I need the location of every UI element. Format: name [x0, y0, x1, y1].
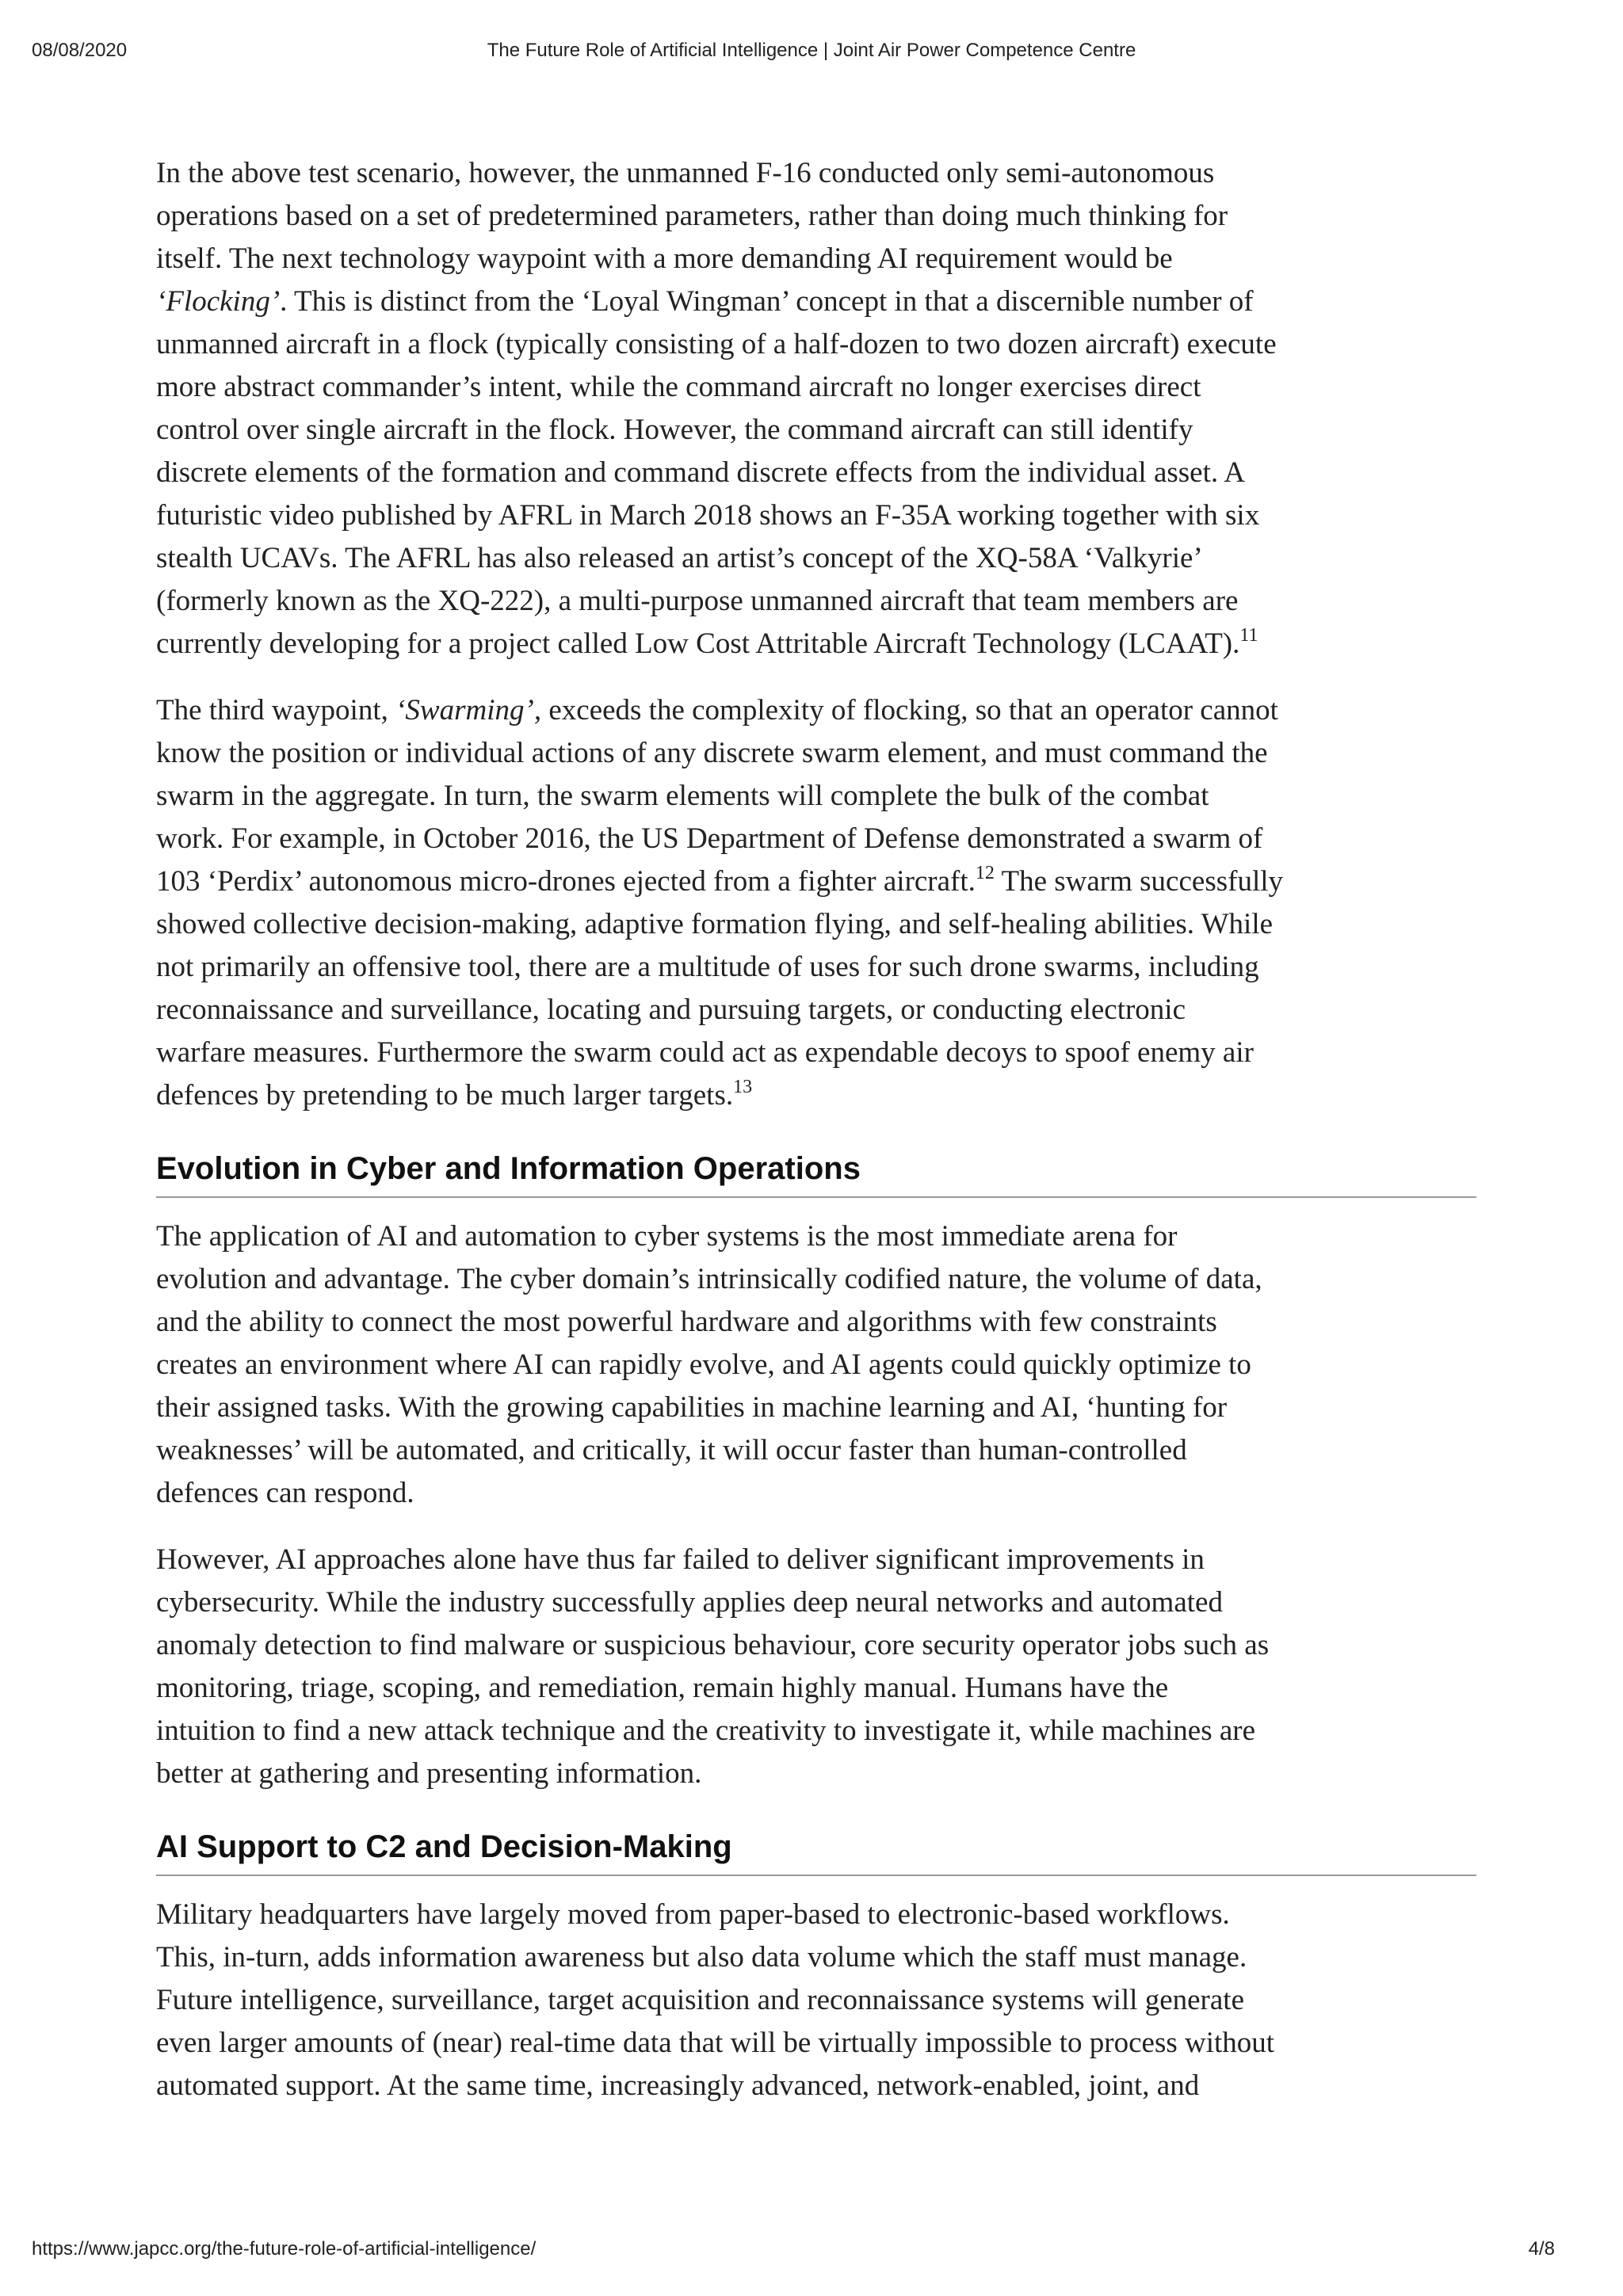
text-line: Future intelligence, surveillance, target acquisition and reconnaissance systems will generate [156, 1984, 1244, 2016]
article-body [156, 152, 1476, 2131]
text-line: their assigned tasks. With the growing capabilities in machine learning and AI, ‘hunting for [156, 1391, 1228, 1424]
text-line: This, in-turn, adds information awareness but also data volume which the staff must manage. [156, 1941, 1247, 1974]
section-heading-cyber: Evolution in Cyber and Information Operations [156, 1149, 1476, 1198]
text-line: not primarily an offensive tool, there are a multitude of uses for such drone swarms, including [156, 951, 1259, 983]
text-line: defences can respond. [156, 1477, 414, 1509]
text-line [156, 280, 1476, 323]
paragraph-flocking [156, 152, 1476, 666]
paragraph-c2 [156, 1894, 1476, 2107]
text-line: warfare measures. Furthermore the swarm could act as expendable decoys to spoof enemy air [156, 1036, 1254, 1069]
text-fragment: defences by pretending to be much larger targets. [156, 1079, 734, 1112]
text-line: anomaly detection to find malware or suspicious behaviour, core security operator jobs such as [156, 1629, 1270, 1661]
print-page-title: The Future Role of Artificial Intelligence | Joint Air Power Competence Centre [487, 40, 1136, 61]
text-line: weaknesses’ will be automated, and critically, it will occur faster than human-controlled [156, 1434, 1187, 1466]
text-line: better at gathering and presenting information. [156, 1757, 702, 1790]
text-line: cybersecurity. While the industry successfully applies deep neural networks and automated [156, 1586, 1223, 1619]
text-fragment: currently developing for a project called Low Cost Attritable Aircraft Technology (LCAAT). [156, 627, 1240, 660]
text-line: and the ability to connect the most powerful hardware and algorithms with few constraints [156, 1306, 1217, 1338]
text-line: discrete elements of the formation and command discrete effects from the individual asset. A [156, 456, 1246, 489]
footnote-ref-11[interactable]: 11 [1239, 625, 1258, 646]
text-line: reconnaissance and surveillance, locating and pursuing targets, or conducting electronic [156, 994, 1186, 1026]
term-swarming: ‘Swarming’, [395, 694, 542, 727]
text-line: stealth UCAVs. The AFRL has also released an artist’s concept of the XQ-58A ‘Valkyrie’ [156, 542, 1203, 574]
text-line: evolution and advantage. The cyber domain’s intrinsically codified nature, the volume of data, [156, 1263, 1262, 1295]
text-fragment: . This is distinct from the ‘Loyal Wingman’ concept in that a discernible number of [280, 285, 1254, 318]
print-date: 08/08/2020 [32, 40, 128, 61]
text-line: operations based on a set of predetermined parameters, rather than doing much thinking for [156, 200, 1228, 232]
footnote-ref-12[interactable]: 12 [975, 863, 995, 883]
text-fragment: exceeds the complexity of flocking, so that an operator cannot [541, 694, 1278, 727]
paragraph-swarming [156, 689, 1476, 1117]
text-fragment: The third waypoint, [156, 694, 396, 727]
text-line [156, 623, 1476, 666]
text-line: know the position or individual actions of any discrete swarm element, and must command the [156, 737, 1268, 769]
text-line [156, 860, 1476, 903]
text-line: swarm in the aggregate. In turn, the swarm elements will complete the bulk of the combat [156, 780, 1209, 812]
text-line: However, AI approaches alone have thus far failed to deliver significant improvements in [156, 1543, 1205, 1576]
term-flocking: ‘Flocking’ [156, 285, 281, 318]
paragraph-cyber-evolution [156, 1215, 1476, 1515]
text-line: itself. The next technology waypoint with a more demanding AI requirement would be [156, 242, 1173, 275]
text-line: Military headquarters have largely moved from paper-based to electronic-based workflows. [156, 1898, 1230, 1931]
text-fragment: The swarm successfully [994, 865, 1283, 898]
section-heading-c2: AI Support to C2 and Decision-Making [156, 1827, 1476, 1876]
text-line: more abstract commander’s intent, while the command aircraft no longer exercises direct [156, 371, 1201, 403]
text-line: unmanned aircraft in a flock (typically consisting of a half-dozen to two dozen aircraft) execute [156, 328, 1277, 360]
text-line: The application of AI and automation to cyber systems is the most immediate arena for [156, 1220, 1178, 1253]
text-line [156, 1074, 1476, 1117]
text-line: intuition to find a new attack technique and the creativity to investigate it, while machines are [156, 1714, 1256, 1747]
footnote-ref-13[interactable]: 13 [733, 1077, 753, 1097]
text-line: work. For example, in October 2016, the US Department of Defense demonstrated a swarm of [156, 822, 1263, 855]
text-fragment: 103 ‘Perdix’ autonomous micro-drones ejected from a fighter aircraft. [156, 865, 976, 898]
page-number: 4/8 [1528, 2238, 1555, 2260]
print-url: https://www.japcc.org/the-future-role-of-artificial-intelligence/ [32, 2238, 537, 2260]
text-line [156, 689, 1476, 732]
text-line: (formerly known as the XQ-222), a multi-purpose unmanned aircraft that team members are [156, 585, 1239, 617]
text-line: creates an environment where AI can rapidly evolve, and AI agents could quickly optimize to [156, 1348, 1251, 1381]
text-line: automated support. At the same time, increasingly advanced, network-enabled, joint, and [156, 2069, 1200, 2102]
paragraph-cybersecurity [156, 1539, 1476, 1795]
text-line: In the above test scenario, however, the unmanned F-16 conducted only semi-autonomous [156, 157, 1215, 189]
text-line: futuristic video published by AFRL in March 2018 shows an F-35A working together with six [156, 499, 1260, 532]
text-line: control over single aircraft in the flock. However, the command aircraft can still identify [156, 414, 1193, 446]
text-line: even larger amounts of (near) real-time data that will be virtually impossible to process without [156, 2027, 1275, 2059]
text-line: showed collective decision-making, adaptive formation flying, and self-healing abilities. While [156, 908, 1274, 940]
text-line: monitoring, triage, scoping, and remediation, remain highly manual. Humans have the [156, 1672, 1169, 1704]
